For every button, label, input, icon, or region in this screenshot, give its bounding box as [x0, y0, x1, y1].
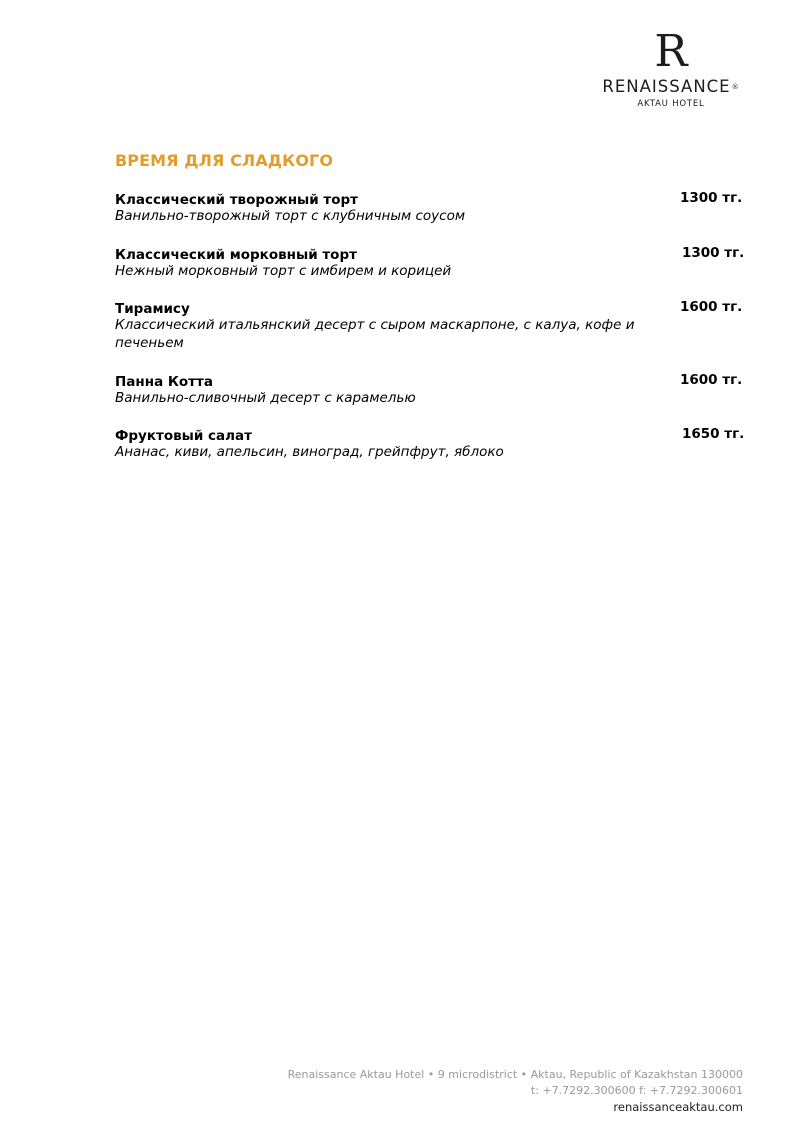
- menu-item: [115, 244, 745, 280]
- menu-item: [115, 189, 743, 225]
- menu-item: [115, 298, 743, 352]
- menu-item-name: Фруктовый салат: [115, 428, 252, 444]
- menu-item-name: Тирамису: [115, 301, 190, 317]
- footer-phones: t: +7.7292.300600 f: +7.7292.300601: [530, 1084, 743, 1097]
- menu-item-price: 1300 тг.: [680, 190, 743, 206]
- menu-item-description: Ананас, киви, апельсин, виноград, грейпфрут, яблоко: [115, 444, 504, 460]
- menu-item-description: Нежный морковный торт с имбирем и корицей: [115, 263, 452, 279]
- footer: [288, 1067, 743, 1115]
- logo-subtitle: AKTAU HOTEL: [637, 99, 705, 109]
- menu-item: [115, 371, 743, 407]
- menu-item-price: 1650 тг.: [682, 426, 745, 442]
- logo-name: [586, 77, 756, 97]
- logo-mark: R: [654, 26, 688, 77]
- hotel-logo: [586, 26, 756, 109]
- footer-address: Renaissance Aktau Hotel • 9 microdistrict • Aktau, Republic of Kazakhstan 130000: [287, 1068, 743, 1081]
- menu-item-name: Классический морковный торт: [115, 247, 357, 263]
- menu-item-price: 1600 тг.: [680, 299, 743, 315]
- registered-mark: ®: [731, 83, 740, 91]
- footer-website-link[interactable]: renaissanceaktau.com: [613, 1100, 743, 1114]
- section-title: ВРЕМЯ ДЛЯ СЛАДКОГО: [115, 151, 334, 170]
- menu-item-description: Классический итальянский десерт с сыром маскарпоне, с калуа, кофе и печеньем: [115, 317, 635, 351]
- menu-item-price: 1600 тг.: [680, 372, 743, 388]
- menu-item-description: Ванильно-сливочный десерт с карамелью: [115, 390, 416, 406]
- menu-item-price: 1300 тг.: [682, 245, 745, 261]
- menu-item-description: Ванильно-творожный торт с клубничным соусом: [115, 208, 466, 224]
- menu-item-name: Панна Котта: [115, 374, 213, 390]
- logo-name-text: RENAISSANCE: [602, 77, 731, 96]
- menu-item-name: Классический творожный торт: [115, 192, 358, 208]
- menu-item: [115, 425, 745, 461]
